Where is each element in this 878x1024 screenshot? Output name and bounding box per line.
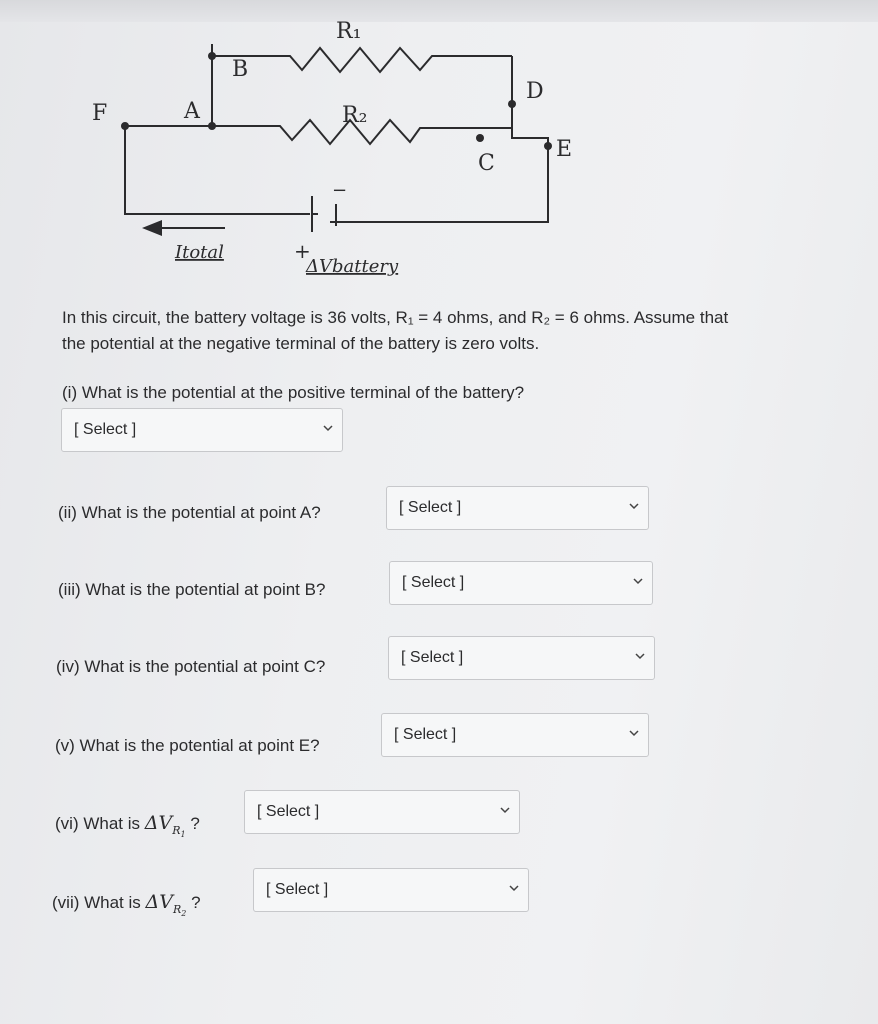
- question-7-text: [52, 891, 201, 918]
- question-4-dropdown[interactable]: [388, 636, 655, 680]
- label-e: E: [556, 137, 573, 162]
- chevron-down-icon: [628, 500, 640, 512]
- label-c: C: [478, 151, 495, 176]
- node-c: [476, 134, 484, 142]
- question-6-selected: [ Select ]: [257, 803, 320, 820]
- question-4-text: (iv) What is the potential at point C?: [56, 657, 326, 676]
- question-4-selected: [ Select ]: [401, 649, 464, 666]
- question-5-selected: [ Select ]: [394, 726, 457, 743]
- question-6-dropdown[interactable]: [244, 790, 520, 834]
- label-r2: R₂: [342, 103, 368, 128]
- question-7-dropdown[interactable]: [253, 868, 529, 912]
- chevron-down-icon: [634, 650, 646, 662]
- chevron-down-icon: [632, 575, 644, 587]
- question-2-dropdown[interactable]: [386, 486, 649, 530]
- question-1-text: (i) What is the potential at the positive terminal of the battery?: [62, 383, 525, 402]
- label-delta-v-battery: ΔVbattery: [306, 256, 399, 277]
- node-b: [208, 52, 216, 60]
- label-i-total: Itotal: [175, 242, 224, 263]
- label-plus: +: [294, 239, 311, 263]
- question-3-text: (iii) What is the potential at point B?: [58, 580, 326, 599]
- question-6-prefix: (vi) What is: [55, 814, 140, 833]
- node-d: [508, 100, 516, 108]
- node-f: [121, 122, 129, 130]
- question-1-selected: [ Select ]: [74, 421, 137, 438]
- question-6-math: $\Delta V_{R_1}$: [144, 812, 186, 839]
- question-7-prefix: (vii) What is: [52, 893, 141, 912]
- question-6-text: [55, 812, 200, 839]
- question-5-text: (v) What is the potential at point E?: [55, 736, 320, 755]
- current-arrowhead: [142, 220, 162, 236]
- node-e: [544, 142, 552, 150]
- question-7-selected: [ Select ]: [266, 881, 329, 898]
- question-3-selected: [ Select ]: [402, 574, 465, 591]
- question-6-suffix: ?: [190, 814, 200, 833]
- wire-right: [338, 56, 548, 222]
- question-5-dropdown[interactable]: [381, 713, 649, 757]
- label-minus: −: [332, 180, 348, 201]
- chevron-down-icon: [628, 727, 640, 739]
- question-2-text: (ii) What is the potential at point A?: [58, 503, 321, 522]
- label-d: D: [526, 79, 544, 104]
- problem-statement: [62, 305, 842, 357]
- question-7-suffix: ?: [191, 893, 201, 912]
- chevron-down-icon: [499, 804, 511, 816]
- question-1-dropdown[interactable]: [61, 408, 343, 452]
- label-f: F: [92, 101, 108, 126]
- node-a: [208, 122, 216, 130]
- question-3-dropdown[interactable]: [389, 561, 653, 605]
- question-2-selected: [ Select ]: [399, 499, 462, 516]
- resistor-r1-zigzag: [212, 48, 512, 72]
- intro-line-1: In this circuit, the battery voltage is 36 volts, R₁ = 4 ohms, and R₂ = 6 ohms. Assume that: [62, 308, 729, 327]
- label-b: B: [232, 57, 249, 82]
- label-r1: R₁: [336, 19, 362, 44]
- label-a: A: [184, 99, 200, 124]
- intro-line-2: the potential at the negative terminal of the battery is zero volts.: [62, 334, 540, 353]
- question-7-math: $\Delta V_{R_2}$: [145, 891, 187, 918]
- chevron-down-icon: [508, 882, 520, 894]
- circuit-diagram: [0, 0, 878, 300]
- chevron-down-icon: [322, 422, 334, 434]
